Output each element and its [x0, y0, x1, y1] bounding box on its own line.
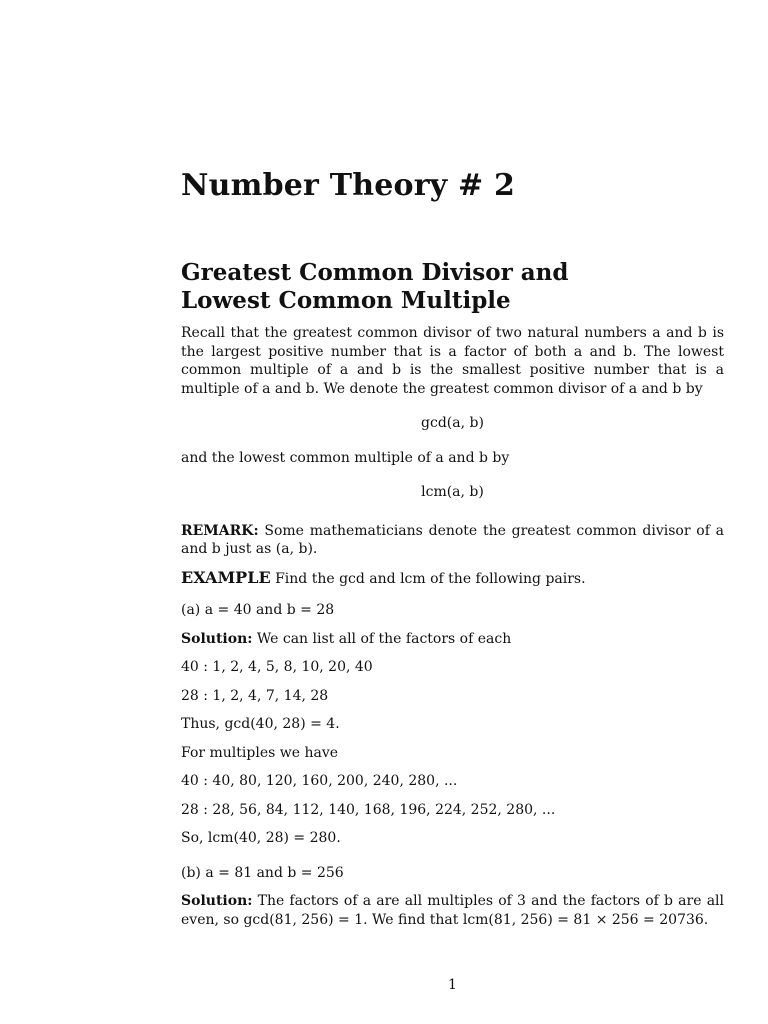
gcd-notation: gcd(a, b) — [421, 415, 484, 431]
section-title-line-2: Lowest Common Multiple — [181, 287, 511, 314]
intro-paragraph: Recall that the greatest common divisor of two natural numbers a and b is the largest positive number that is a factor of both a and b. The lowest common multiple of a and b is the smallest positive number that is a multiple of a and b. We denote the greatest common divisor of a and b by — [181, 325, 724, 397]
part-a-statement: (a) a = 40 and b = 28 — [181, 602, 335, 618]
section-title — [181, 259, 568, 315]
gcd-result: Thus, gcd(40, 28) = 4. — [181, 716, 340, 732]
lcm-notation: lcm(a, b) — [421, 484, 484, 500]
remark-label: REMARK: — [181, 522, 259, 539]
part-b-solution-label: Solution: — [181, 893, 253, 909]
part-a-solution — [181, 630, 724, 649]
section-title-line-1: Greatest Common Divisor and — [181, 259, 569, 286]
part-a-solution-label: Solution: — [181, 630, 253, 647]
example-label: EXAMPLE — [181, 567, 271, 587]
example-paragraph — [181, 569, 724, 589]
part-b-solution-text: The factors of a are all multiples of 3 and the factors of b are all even, so gcd(81, 256) = 1. We find that lcm(81, 256) = 81 × 256 = 20736. — [181, 893, 724, 928]
multiples-40: 40 : 40, 80, 120, 160, 200, 240, 280, ... — [181, 773, 458, 789]
factors-40: 40 : 1, 2, 4, 5, 8, 10, 20, 40 — [181, 659, 373, 675]
part-b-solution — [181, 892, 724, 929]
factors-28: 28 : 1, 2, 4, 7, 14, 28 — [181, 687, 329, 704]
lcm-result: So, lcm(40, 28) = 280. — [181, 830, 341, 846]
document-body — [181, 324, 724, 929]
multiples-intro: For multiples we have — [181, 744, 339, 761]
document-title: Number Theory # 2 — [181, 168, 516, 203]
remark-paragraph — [181, 522, 724, 559]
example-text: Find the gcd and lcm of the following pairs. — [270, 570, 586, 587]
document-page — [181, 0, 724, 1024]
multiples-28: 28 : 28, 56, 84, 112, 140, 168, 196, 224, 252, 280, ... — [181, 801, 556, 818]
part-a-solution-text: We can list all of the factors of each — [252, 630, 512, 647]
lcm-intro: and the lowest common multiple of a and b by — [181, 449, 510, 466]
page-number: 1 — [448, 977, 457, 993]
part-b-statement: (b) a = 81 and b = 256 — [181, 864, 344, 881]
remark-text: Some mathematicians denote the greatest common divisor of a and b just as (a, b). — [181, 522, 724, 557]
